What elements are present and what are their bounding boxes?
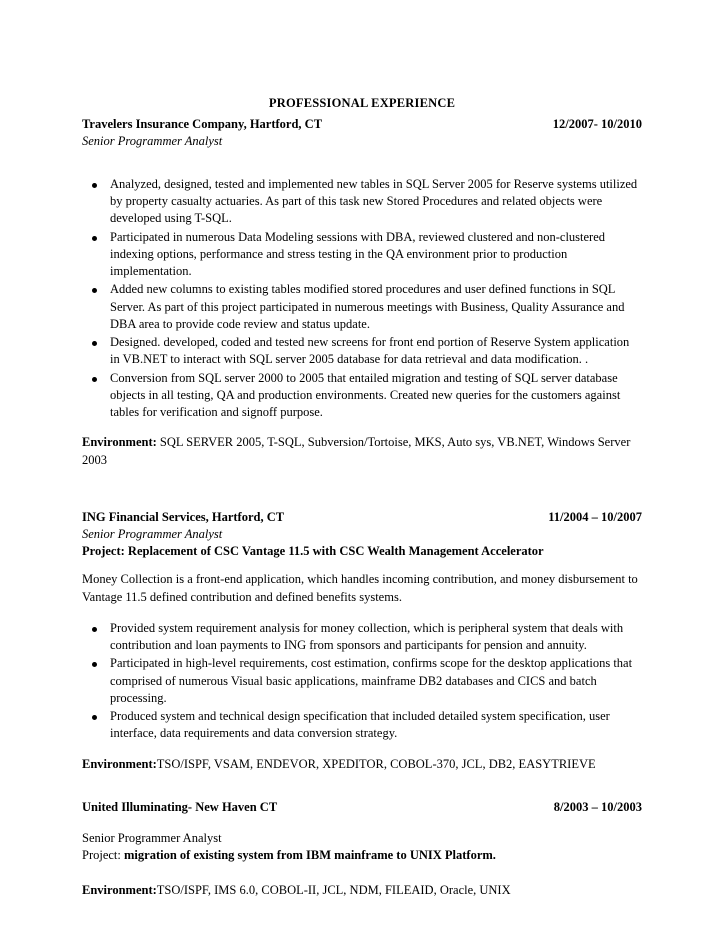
job-company-2: ING Financial Services, Hartford, CT [82, 509, 285, 524]
environment-value-1: SQL SERVER 2005, T-SQL, Subversion/Tortoise, MKS, Auto sys, VB.NET, Windows Server 2003 [82, 435, 631, 467]
job-dates-3: 8/2003 – 10/2003 [553, 799, 642, 814]
environment-line-3 [82, 882, 642, 899]
job-dates-2: 11/2004 – 10/2007 [548, 509, 642, 524]
list-item: Participated in numerous Data Modeling sessions with DBA, reviewed clustered and non-clustered indexing options, performance and stress testing in the QA environment prior to production implementation. [82, 229, 642, 281]
list-item: Provided system requirement analysis for money collection, which is peripheral system that deals with contribution and loan payments to ING from sponsors and participants for pension and annuity. [82, 620, 642, 655]
job-project-2: Project: Replacement of CSC Vantage 11.5 with CSC Wealth Management Accelerator [82, 543, 544, 558]
job-paragraph-2: Money Collection is a front-end application, which handles incoming contribution, and money disbursement to Vantage 11.5 defined contribution and defined benefits systems. [82, 572, 638, 604]
environment-value-3: TSO/ISPF, IMS 6.0, COBOL-II, JCL, NDM, FILEAID, Oracle, UNIX [156, 882, 511, 897]
environment-label-3: Environment: [82, 882, 157, 897]
job-bullets-1 [82, 176, 642, 422]
resume-content [82, 96, 642, 899]
environment-value-2: TSO/ISPF, VSAM, ENDEVOR, XPEDITOR, COBOL-370, JCL, DB2, EASYTRIEVE [156, 756, 596, 771]
list-item: Added new columns to existing tables modified stored procedures and user defined functions in SQL Server. As part of this project participated in numerous meetings with Business, Quality Assurance and DBA area to provide code review and status update. [82, 281, 642, 333]
list-item: Analyzed, designed, tested and implemented new tables in SQL Server 2005 for Reserve systems utilized by property casualty actuaries. As part of this task new Stored Procedures and related objects were developed using T-SQL. [82, 176, 642, 228]
job-title-3: Senior Programmer Analyst [82, 830, 222, 845]
job-project-label-3: Project: [82, 847, 125, 862]
list-item: Designed. developed, coded and tested new screens for front end portion of Reserve System application in VB.NET to interact with SQL server 2005 database for data retrieval and data modification. . [82, 334, 642, 369]
job-company-1: Travelers Insurance Company, Hartford, CT [82, 117, 323, 131]
job-project-value-3: migration of existing system from IBM mainframe to UNIX Platform. [124, 847, 496, 862]
job-bullets-2 [82, 620, 642, 743]
job-title-2: Senior Programmer Analyst [82, 526, 223, 541]
environment-line-1 [82, 434, 642, 469]
list-item: Conversion from SQL server 2000 to 2005 that entailed migration and testing of SQL server database objects in all testing, QA and production environments. Created new queries for the customers against tables for verification and signoff purpose. [82, 370, 642, 422]
job-header-3 [82, 799, 642, 816]
job-title-1: Senior Programmer Analyst [82, 133, 223, 148]
job-header-1 [82, 116, 642, 133]
section-heading: PROFESSIONAL EXPERIENCE [268, 96, 456, 110]
job-dates-1: 12/2007- 10/2010 [552, 117, 642, 131]
list-item: Produced system and technical design specification that included detailed system specification, user interface, data requirements and data conversion strategy. [82, 708, 642, 743]
job-project-3 [82, 847, 642, 864]
job-header-2 [82, 509, 642, 526]
job-company-3: United Illuminating- New Haven CT [82, 799, 278, 814]
environment-label-1: Environment: [82, 435, 157, 450]
environment-line-2 [82, 756, 642, 773]
list-item: Participated in high-level requirements, cost estimation, confirms scope for the desktop applications that comprised of numerous Visual basic applications, mainframe DB2 databases and CICS and batch processing. [82, 655, 642, 707]
environment-label-2: Environment: [82, 756, 157, 771]
